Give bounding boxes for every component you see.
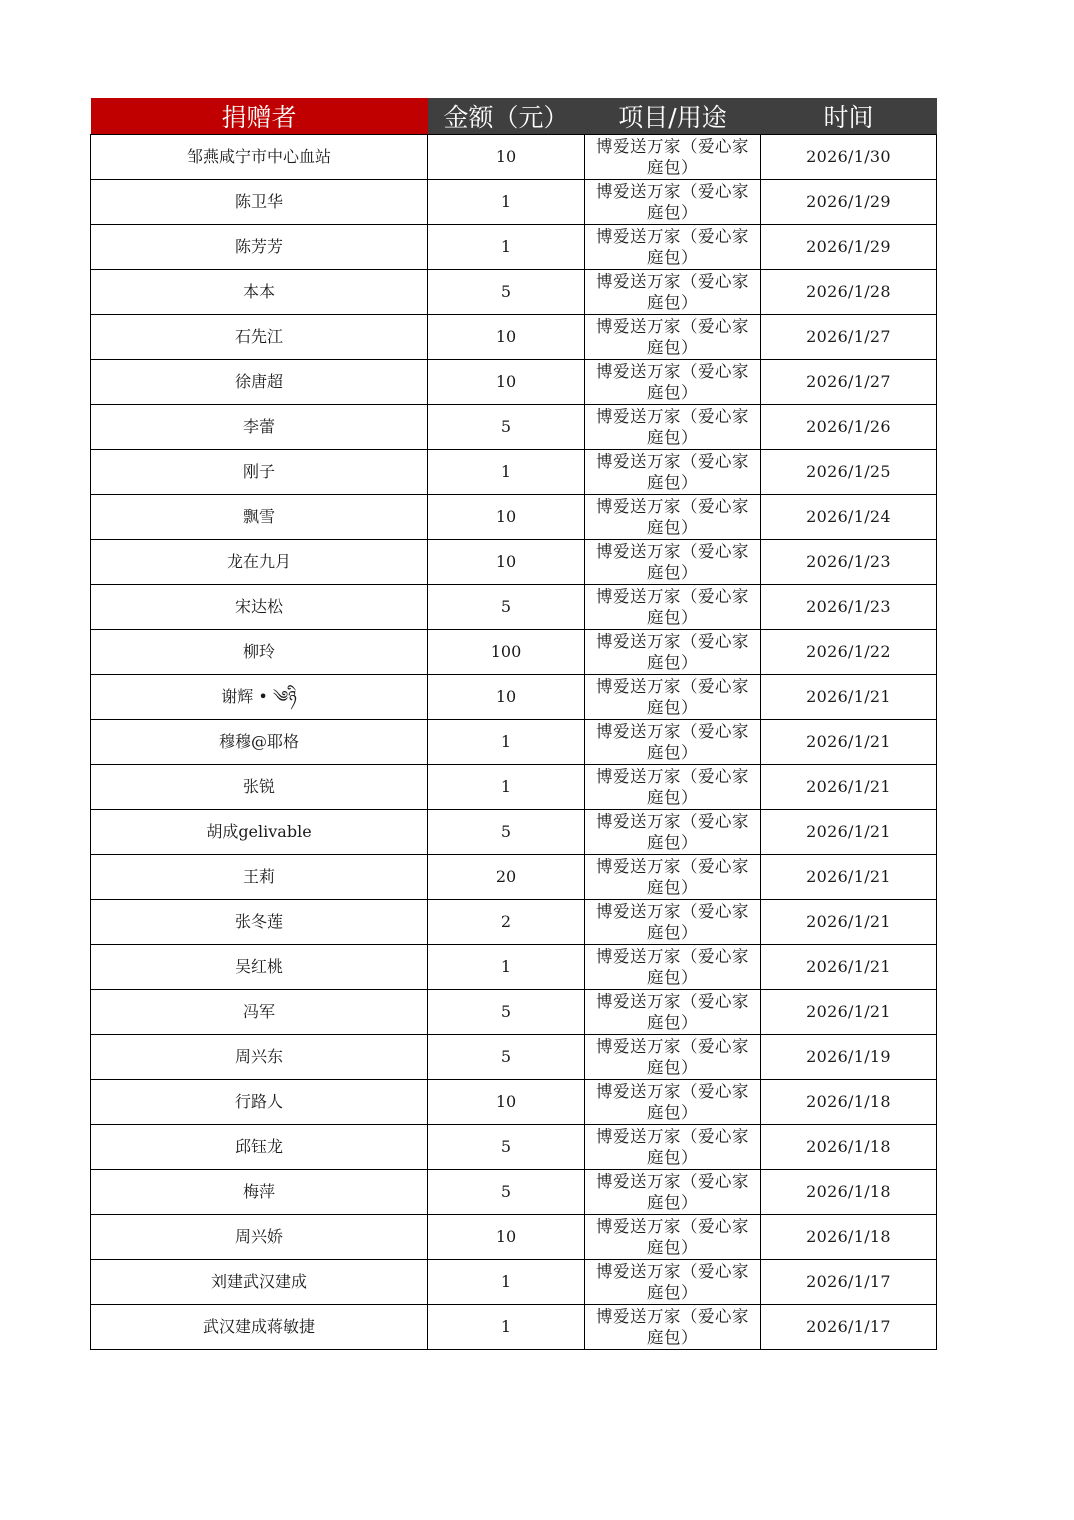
project-cell: 博爱送万家（爱心家庭包） (585, 315, 761, 360)
table-row (91, 1260, 937, 1305)
date-cell: 2026/1/30 (761, 135, 937, 180)
table-row (91, 270, 937, 315)
amount-cell: 5 (428, 585, 585, 630)
header-donor: 捐赠者 (91, 98, 428, 135)
donor-cell: 穆穆@耶格 (91, 720, 428, 765)
date-cell: 2026/1/18 (761, 1125, 937, 1170)
date-cell: 2026/1/17 (761, 1305, 937, 1350)
amount-cell: 10 (428, 495, 585, 540)
amount-cell: 1 (428, 450, 585, 495)
date-cell: 2026/1/29 (761, 225, 937, 270)
header-date: 时间 (761, 98, 937, 135)
amount-cell: 10 (428, 540, 585, 585)
donor-cell: 王莉 (91, 855, 428, 900)
project-cell: 博爱送万家（爱心家庭包） (585, 495, 761, 540)
project-cell: 博爱送万家（爱心家庭包） (585, 630, 761, 675)
project-cell: 博爱送万家（爱心家庭包） (585, 765, 761, 810)
donor-cell: 梅萍 (91, 1170, 428, 1215)
amount-cell: 1 (428, 720, 585, 765)
donor-cell: 邱钰龙 (91, 1125, 428, 1170)
amount-cell: 1 (428, 225, 585, 270)
donor-cell: 石先江 (91, 315, 428, 360)
project-cell: 博爱送万家（爱心家庭包） (585, 810, 761, 855)
amount-cell: 1 (428, 180, 585, 225)
date-cell: 2026/1/17 (761, 1260, 937, 1305)
date-cell: 2026/1/21 (761, 900, 937, 945)
amount-cell: 1 (428, 1260, 585, 1305)
table-row (91, 495, 937, 540)
amount-cell: 1 (428, 945, 585, 990)
donor-cell: 胡成gelivable (91, 810, 428, 855)
amount-cell: 5 (428, 990, 585, 1035)
table-row (91, 1305, 937, 1350)
amount-cell: 100 (428, 630, 585, 675)
table-row (91, 405, 937, 450)
donor-cell: 周兴东 (91, 1035, 428, 1080)
donor-cell: 张锐 (91, 765, 428, 810)
donor-cell: 武汉建成蒋敏捷 (91, 1305, 428, 1350)
project-cell: 博爱送万家（爱心家庭包） (585, 900, 761, 945)
table-row (91, 990, 937, 1035)
table-header (91, 98, 937, 135)
table-row (91, 585, 937, 630)
donation-table (90, 98, 937, 1350)
table-row (91, 765, 937, 810)
amount-cell: 20 (428, 855, 585, 900)
project-cell: 博爱送万家（爱心家庭包） (585, 990, 761, 1035)
date-cell: 2026/1/22 (761, 630, 937, 675)
project-cell: 博爱送万家（爱心家庭包） (585, 450, 761, 495)
date-cell: 2026/1/19 (761, 1035, 937, 1080)
donor-cell: 龙在九月 (91, 540, 428, 585)
project-cell: 博爱送万家（爱心家庭包） (585, 1170, 761, 1215)
amount-cell: 10 (428, 360, 585, 405)
project-cell: 博爱送万家（爱心家庭包） (585, 675, 761, 720)
project-cell: 博爱送万家（爱心家庭包） (585, 405, 761, 450)
donor-cell: 陈芳芳 (91, 225, 428, 270)
table-row (91, 1170, 937, 1215)
date-cell: 2026/1/24 (761, 495, 937, 540)
amount-cell: 5 (428, 405, 585, 450)
amount-cell: 5 (428, 270, 585, 315)
amount-cell: 10 (428, 1215, 585, 1260)
donor-cell: 宋达松 (91, 585, 428, 630)
project-cell: 博爱送万家（爱心家庭包） (585, 270, 761, 315)
amount-cell: 5 (428, 1170, 585, 1215)
amount-cell: 1 (428, 765, 585, 810)
date-cell: 2026/1/21 (761, 855, 937, 900)
table-row (91, 450, 937, 495)
amount-cell: 10 (428, 675, 585, 720)
amount-cell: 10 (428, 315, 585, 360)
date-cell: 2026/1/29 (761, 180, 937, 225)
date-cell: 2026/1/18 (761, 1215, 937, 1260)
project-cell: 博爱送万家（爱心家庭包） (585, 1035, 761, 1080)
donor-cell: 徐唐超 (91, 360, 428, 405)
project-cell: 博爱送万家（爱心家庭包） (585, 180, 761, 225)
date-cell: 2026/1/18 (761, 1170, 937, 1215)
donor-cell: 刘建武汉建成 (91, 1260, 428, 1305)
header-amount: 金额（元） (428, 98, 585, 135)
project-cell: 博爱送万家（爱心家庭包） (585, 585, 761, 630)
date-cell: 2026/1/18 (761, 1080, 937, 1125)
table-body (91, 135, 937, 1350)
date-cell: 2026/1/28 (761, 270, 937, 315)
project-cell: 博爱送万家（爱心家庭包） (585, 945, 761, 990)
date-cell: 2026/1/26 (761, 405, 937, 450)
amount-cell: 10 (428, 135, 585, 180)
amount-cell: 5 (428, 1035, 585, 1080)
donor-cell: 陈卫华 (91, 180, 428, 225)
table-row (91, 540, 937, 585)
table-row (91, 810, 937, 855)
table-row (91, 1035, 937, 1080)
table-row (91, 315, 937, 360)
table-row (91, 675, 937, 720)
date-cell: 2026/1/21 (761, 765, 937, 810)
project-cell: 博爱送万家（爱心家庭包） (585, 1125, 761, 1170)
donor-cell: 周兴娇 (91, 1215, 428, 1260)
donor-cell: 谢辉 • ༄ཉི (91, 675, 428, 720)
table-row (91, 360, 937, 405)
table-row (91, 1080, 937, 1125)
date-cell: 2026/1/27 (761, 315, 937, 360)
table-row (91, 900, 937, 945)
project-cell: 博爱送万家（爱心家庭包） (585, 855, 761, 900)
project-cell: 博爱送万家（爱心家庭包） (585, 1215, 761, 1260)
donor-cell: 邹燕咸宁市中心血站 (91, 135, 428, 180)
amount-cell: 10 (428, 1080, 585, 1125)
table-row (91, 1215, 937, 1260)
header-project: 项目/用途 (585, 98, 761, 135)
project-cell: 博爱送万家（爱心家庭包） (585, 225, 761, 270)
donor-cell: 李蕾 (91, 405, 428, 450)
table-row (91, 630, 937, 675)
donor-cell: 行路人 (91, 1080, 428, 1125)
donor-cell: 刚子 (91, 450, 428, 495)
donor-cell: 柳玲 (91, 630, 428, 675)
donor-cell: 冯军 (91, 990, 428, 1035)
amount-cell: 5 (428, 810, 585, 855)
table-row (91, 855, 937, 900)
amount-cell: 5 (428, 1125, 585, 1170)
date-cell: 2026/1/21 (761, 675, 937, 720)
project-cell: 博爱送万家（爱心家庭包） (585, 540, 761, 585)
donor-cell: 张冬莲 (91, 900, 428, 945)
amount-cell: 1 (428, 1305, 585, 1350)
amount-cell: 2 (428, 900, 585, 945)
date-cell: 2026/1/21 (761, 720, 937, 765)
date-cell: 2026/1/27 (761, 360, 937, 405)
donor-cell: 本本 (91, 270, 428, 315)
header-row (91, 98, 937, 135)
date-cell: 2026/1/23 (761, 540, 937, 585)
table-row (91, 135, 937, 180)
table-row (91, 720, 937, 765)
table-row (91, 1125, 937, 1170)
date-cell: 2026/1/21 (761, 810, 937, 855)
donor-cell: 飘雪 (91, 495, 428, 540)
project-cell: 博爱送万家（爱心家庭包） (585, 135, 761, 180)
donor-cell: 吴红桃 (91, 945, 428, 990)
date-cell: 2026/1/21 (761, 945, 937, 990)
date-cell: 2026/1/21 (761, 990, 937, 1035)
date-cell: 2026/1/23 (761, 585, 937, 630)
project-cell: 博爱送万家（爱心家庭包） (585, 1080, 761, 1125)
table-row (91, 945, 937, 990)
project-cell: 博爱送万家（爱心家庭包） (585, 1305, 761, 1350)
donation-sheet (90, 98, 936, 1350)
date-cell: 2026/1/25 (761, 450, 937, 495)
table-row (91, 180, 937, 225)
project-cell: 博爱送万家（爱心家庭包） (585, 720, 761, 765)
project-cell: 博爱送万家（爱心家庭包） (585, 360, 761, 405)
table-row (91, 225, 937, 270)
project-cell: 博爱送万家（爱心家庭包） (585, 1260, 761, 1305)
